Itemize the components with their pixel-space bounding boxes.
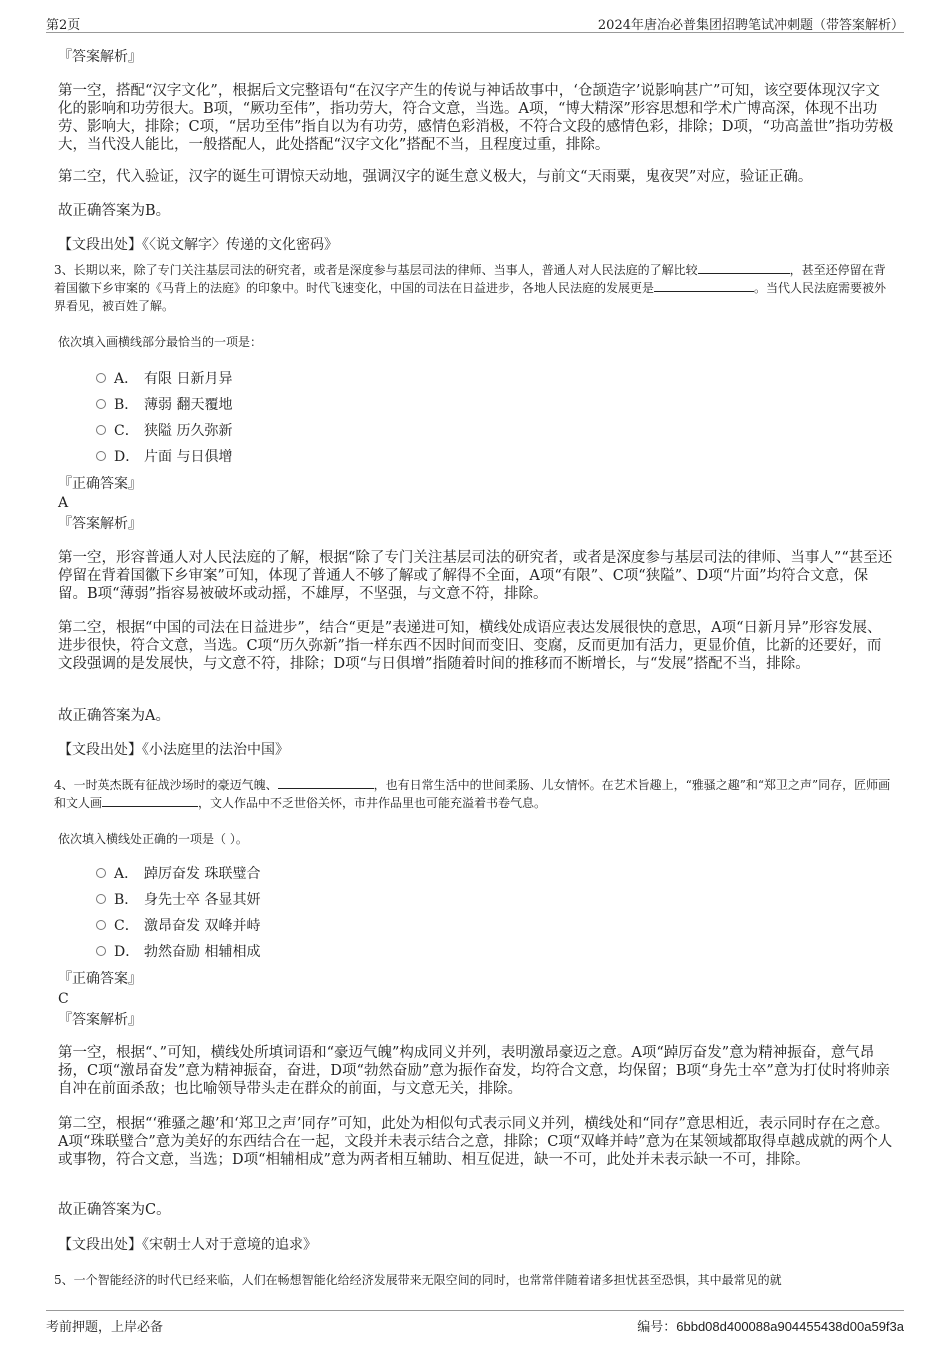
q3-analysis-p2: 第二空，根据“中国的司法在日益进步”，结合“更是”表递进可知，横线处成语应表达发展很快的意思，A项“日新月异”形容发展、进步很快，符合文意，当选。C项“历久弥新”指一样东西不因时间而变旧、变腐，反而更加有活力，更显价值，比新的还要好，而文段强调的是发展快，与文意不符，排除；D项“与日俱增”指随着时间的推移而不断增长，与“发展”搭配不当，排除。 (58, 620, 882, 672)
radio-icon[interactable] (96, 946, 106, 956)
radio-icon[interactable] (96, 868, 106, 878)
q4-analysis-p1: 第一空，根据“、”可知，横线处所填词语和“豪迈气魄”构成同义并列，表明激昂豪迈之意。A项“踔厉奋发”意为精神振奋，意气昂扬，C项“激昂奋发”意为精神振奋，奋进，D项“勃然奋励”意为振作奋发，均符合文意，均保留；B项“身先士卒”意为打仗时将帅亲自冲在前面杀敌；也比喻领导带头走在群众的前面，与文意无关，排除。 (58, 1045, 890, 1097)
q3-option-b[interactable]: B． 薄弱 翻天覆地 (96, 396, 232, 414)
blank-line (102, 794, 198, 807)
q3-analysis-p1: 第一空，形容普通人对人民法庭的了解，根据“除了专门关注基层司法的研究者，或者是深度参与基层司法的律师、当事人”“甚至还停留在背着国徽下乡审案”可知，体现了普通人不够了解或了解得不全面，A项“有限”、C项“狭隘”、D项“片面”均符合文意，保留。B项“薄弱”指容易被破坏或动摇，不雄厚，不坚强，与文意不符，排除。 (58, 550, 893, 602)
radio-icon[interactable] (96, 399, 106, 409)
q3-stem: 3、长期以来，除了专门关注基层司法的研究者，或者是深度参与基层司法的律师、当事人，普通人对人民法庭的了解比较 ，甚至还停留在背着国徽下乡审案的《马背上的法庭》的印象中。时代飞速变化，中国的司法在日益进步，各地人民法庭的发展更是 。当代人民法庭需要被外界看见，被百姓了解。 (54, 263, 887, 313)
blank-line (278, 776, 374, 789)
document-code: 编号：6bbd08d400088a904455438d00a59f3a (637, 1319, 904, 1335)
source-label: 【文段出处】 (58, 237, 142, 253)
document-title: 2024年唐冶必普集团招聘笔试冲刺题（带答案解析） (597, 18, 904, 33)
q5-stem: 5、一个智能经济的时代已经来临，人们在畅想智能化给经济发展带来无限空间的同时，也常常伴随着诸多担忧甚至恐惧，其中最常见的就 (54, 1273, 782, 1287)
q3-conclusion: 故正确答案为A。 (58, 708, 170, 724)
page-footer (46, 1310, 904, 1333)
radio-icon[interactable] (96, 373, 106, 383)
q4-source: 【文段出处】《宋朝士人对于意境的追求》 (58, 1237, 317, 1253)
source-title: 《〈说文解字〉传递的文化密码》 (142, 237, 338, 253)
q3-option-a[interactable]: A． 有限 日新月异 (96, 370, 232, 388)
q2-conclusion: 故正确答案为B。 (58, 203, 171, 219)
q2-analysis-p2: 第二空，代入验证，汉字的诞生可谓惊天动地，强调汉字的诞生意义极大，与前文“天雨粟，鬼夜哭”对应，验证正确。 (58, 169, 813, 185)
q3-option-d[interactable]: D． 片面 与日俱增 (96, 448, 232, 466)
q4-conclusion: 故正确答案为C。 (58, 1202, 171, 1218)
page-number: 第2页 (46, 18, 81, 33)
analysis-label: 『答案解析』 (58, 1012, 142, 1028)
q4-option-c[interactable]: C． 激昂奋发 双峰并峙 (96, 917, 260, 935)
q3-answer: A (58, 495, 69, 511)
q2-analysis-p1: 第一空，搭配“汉字文化”，根据后文完整语句“在汉字产生的传说与神话故事中，‘仓颉造字’说影响甚广”可知，该空要体现汉字文化的影响和功劳很大。B项，“厥功至伟”，指功劳大，符合文意，当选。A项，“博大精深”形容思想和学术广博高深，体现不出功劳、影响大，排除；C项，“居功至伟”指自以为有功劳，感情色彩消极，不符合文段的感情色彩，排除；D项，“功高盖世”指功劳极大，当代没人能比，一般搭配人，此处搭配“汉字文化”搭配不当，且程度过重，排除。 (58, 83, 894, 153)
q3-source: 【文段出处】《小法庭里的法治中国》 (58, 742, 289, 758)
q4-analysis-p2: 第二空，根据“‘雅骚之趣’和‘郑卫之声’同存”可知，此处为相似句式表示同义并列，横线处和“同存”意思相近，表示同时存在之意。A项“珠联璧合”意为美好的东西结合在一起，文段并未表示结合之意，排除；C项“双峰并峙”意为在某领域都取得卓越成就的两个人或事物，符合文意，当选；D项“相辅相成”意为两者相互辅助、相互促进，缺一不可，此处并未表示缺一不可，排除。 (58, 1116, 893, 1168)
footer-slogan: 考前押题，上岸必备 (46, 1320, 164, 1335)
q4-prompt: 依次填入横线处正确的一项是（ ）。 (58, 832, 248, 846)
q4-option-d[interactable]: D． 勃然奋励 相辅相成 (96, 943, 260, 961)
blank-line (698, 261, 790, 274)
radio-icon[interactable] (96, 894, 106, 904)
q4-stem: 4、一时英杰既有征战沙场时的豪迈气魄、 ，也有日常生活中的世间柔肠、儿女情怀。在艺术旨趣上，“雅骚之趣”和“郑卫之声”同存，匠师画和文人画 ，文人作品中不乏世俗关怀，市井作品里也可能充溢着书卷气息。 (54, 778, 891, 810)
blank-line (654, 279, 754, 292)
q4-answer: C (58, 991, 69, 1007)
q4-option-b[interactable]: B． 身先士卒 各显其妍 (96, 891, 260, 909)
correct-answer-label: 『正确答案』 (58, 476, 142, 492)
correct-answer-label: 『正确答案』 (58, 971, 142, 987)
page-header (46, 12, 904, 33)
radio-icon[interactable] (96, 920, 106, 930)
q4-option-a[interactable]: A． 踔厉奋发 珠联璧合 (96, 865, 260, 883)
q3-option-c[interactable]: C． 狭隘 历久弥新 (96, 422, 232, 440)
radio-icon[interactable] (96, 451, 106, 461)
radio-icon[interactable] (96, 425, 106, 435)
q2-source (58, 236, 894, 254)
q3-prompt: 依次填入画横线部分最恰当的一项是： (58, 335, 263, 349)
analysis-label: 『答案解析』 (58, 516, 142, 532)
analysis-label: 『答案解析』 (58, 49, 142, 65)
